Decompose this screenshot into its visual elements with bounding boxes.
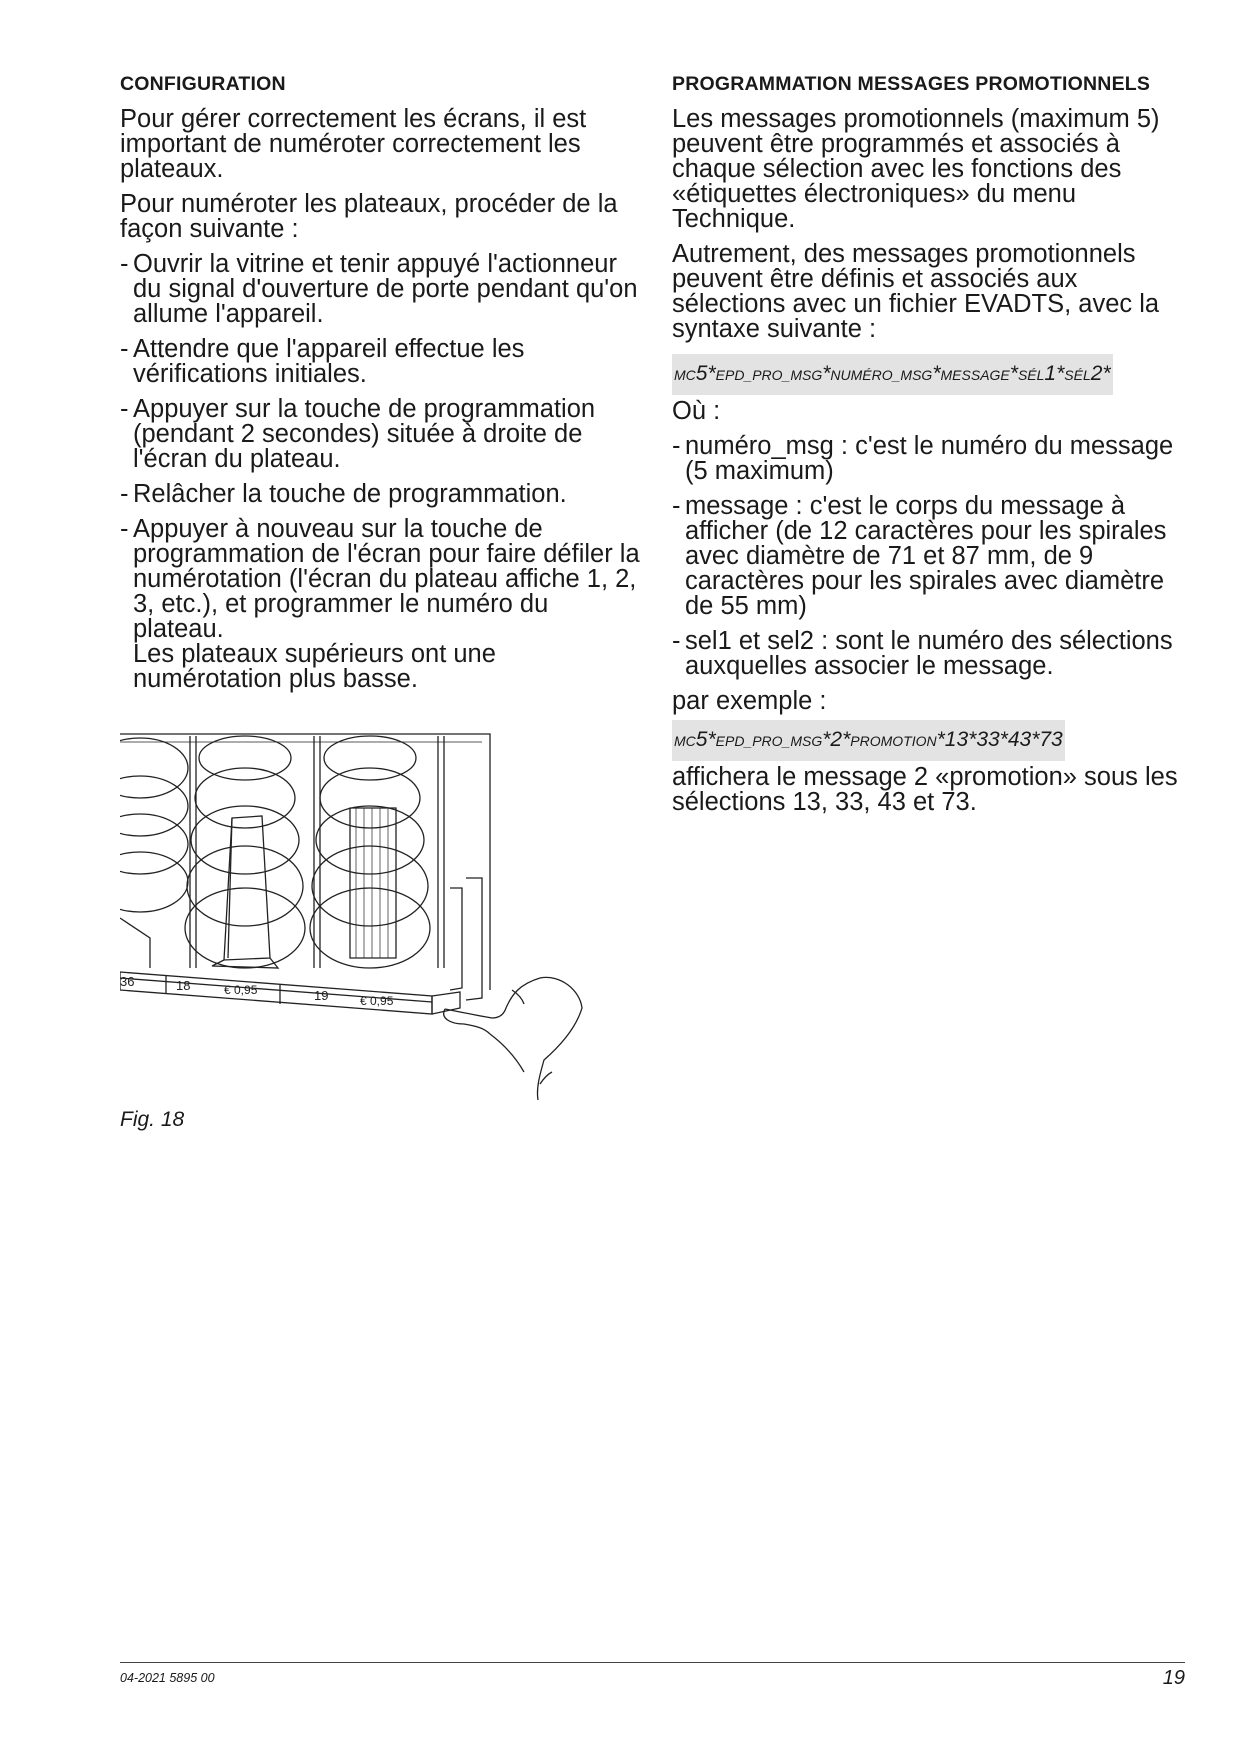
promo-intro-paragraph: Les messages promotionnels (maximum 5) peuvent être programmés et associés à chaque sélection avec les fonctions des «étiquettes électroniques» du menu Technique.: [672, 105, 1160, 233]
figure-caption: Fig. 18: [120, 1108, 185, 1131]
list-item: - Appuyer à nouveau sur la touche de programmation de l'écran pour faire défiler la numérotation (l'écran du plateau affiche 1, 2, 3, etc.), et programmer le numéro du plateau. Les plateaux supérieurs ont une numérotation plus basse.: [120, 515, 640, 693]
list-item: - Relâcher la touche de programmation.: [120, 480, 567, 508]
step-note: Les plateaux supérieurs ont une numérotation plus basse.: [133, 640, 496, 693]
where-label: Où :: [672, 397, 721, 425]
example-result-paragraph: affichera le message 2 «promotion» sous les sélections 13, 33, 43 et 73.: [672, 763, 1178, 816]
tray-price-18: € 0,95: [224, 983, 258, 997]
intro-paragraph: Pour gérer correctement les écrans, il est important de numéroter correctement les plateaux.: [120, 105, 587, 183]
tray-price-19: € 0,95: [360, 994, 394, 1008]
example-intro: par exemple :: [672, 687, 827, 715]
document-code: 04-2021 5895 00: [120, 1671, 215, 1685]
vending-tray-illustration: [120, 728, 590, 1100]
list-item: - Attendre que l'appareil effectue les vérifications initiales.: [120, 335, 525, 388]
syntax-definitions: [672, 434, 1192, 679]
promo-messages-heading: PROGRAMMATION MESSAGES PROMOTIONNELS: [672, 73, 1151, 95]
list-item: - sel1 et sel2 : sont le numéro des sélections auxquelles associer le message.: [672, 627, 1173, 680]
syntax-example: MC5*EPD_PRO_MSG*2*PROMOTION*13*33*43*73: [672, 720, 1065, 761]
tray-label-36: 36: [120, 974, 135, 989]
syntax-template: MC5*EPD_PRO_MSG*NUMÉRO_MSG*MESSAGE*SÉL1*SÉL2*: [672, 354, 1113, 395]
tray-label-19: 19: [314, 988, 329, 1003]
left-column: [120, 70, 640, 702]
footer-divider: [120, 1662, 1185, 1663]
list-item: - Appuyer sur la touche de programmation (pendant 2 secondes) située à droite de l'écran du plateau.: [120, 395, 596, 473]
configuration-heading: CONFIGURATION: [120, 73, 286, 95]
procedure-paragraph: Pour numéroter les plateaux, procéder de la façon suivante :: [120, 190, 618, 243]
page-number: 19: [1162, 1667, 1185, 1689]
list-item: - message : c'est le corps du message à afficher (de 12 caractères pour les spirales avec diamètre de 71 et 87 mm, de 9 caractères pour les spirales avec diamètre de 55 mm): [672, 492, 1167, 620]
list-item: - Ouvrir la vitrine et tenir appuyé l'actionneur du signal d'ouverture de porte pendant qu'on allume l'appareil.: [120, 250, 638, 328]
list-item: - numéro_msg : c'est le numéro du message (5 maximum): [672, 432, 1174, 485]
evadts-paragraph: Autrement, des messages promotionnels peuvent être définis et associés aux sélections avec un fichier EVADTS, avec la syntaxe suivante :: [672, 240, 1160, 343]
procedure-steps: [120, 252, 640, 692]
tray-label-18: 18: [176, 978, 191, 993]
right-column: [672, 70, 1192, 825]
figure-18: [120, 728, 590, 1100]
